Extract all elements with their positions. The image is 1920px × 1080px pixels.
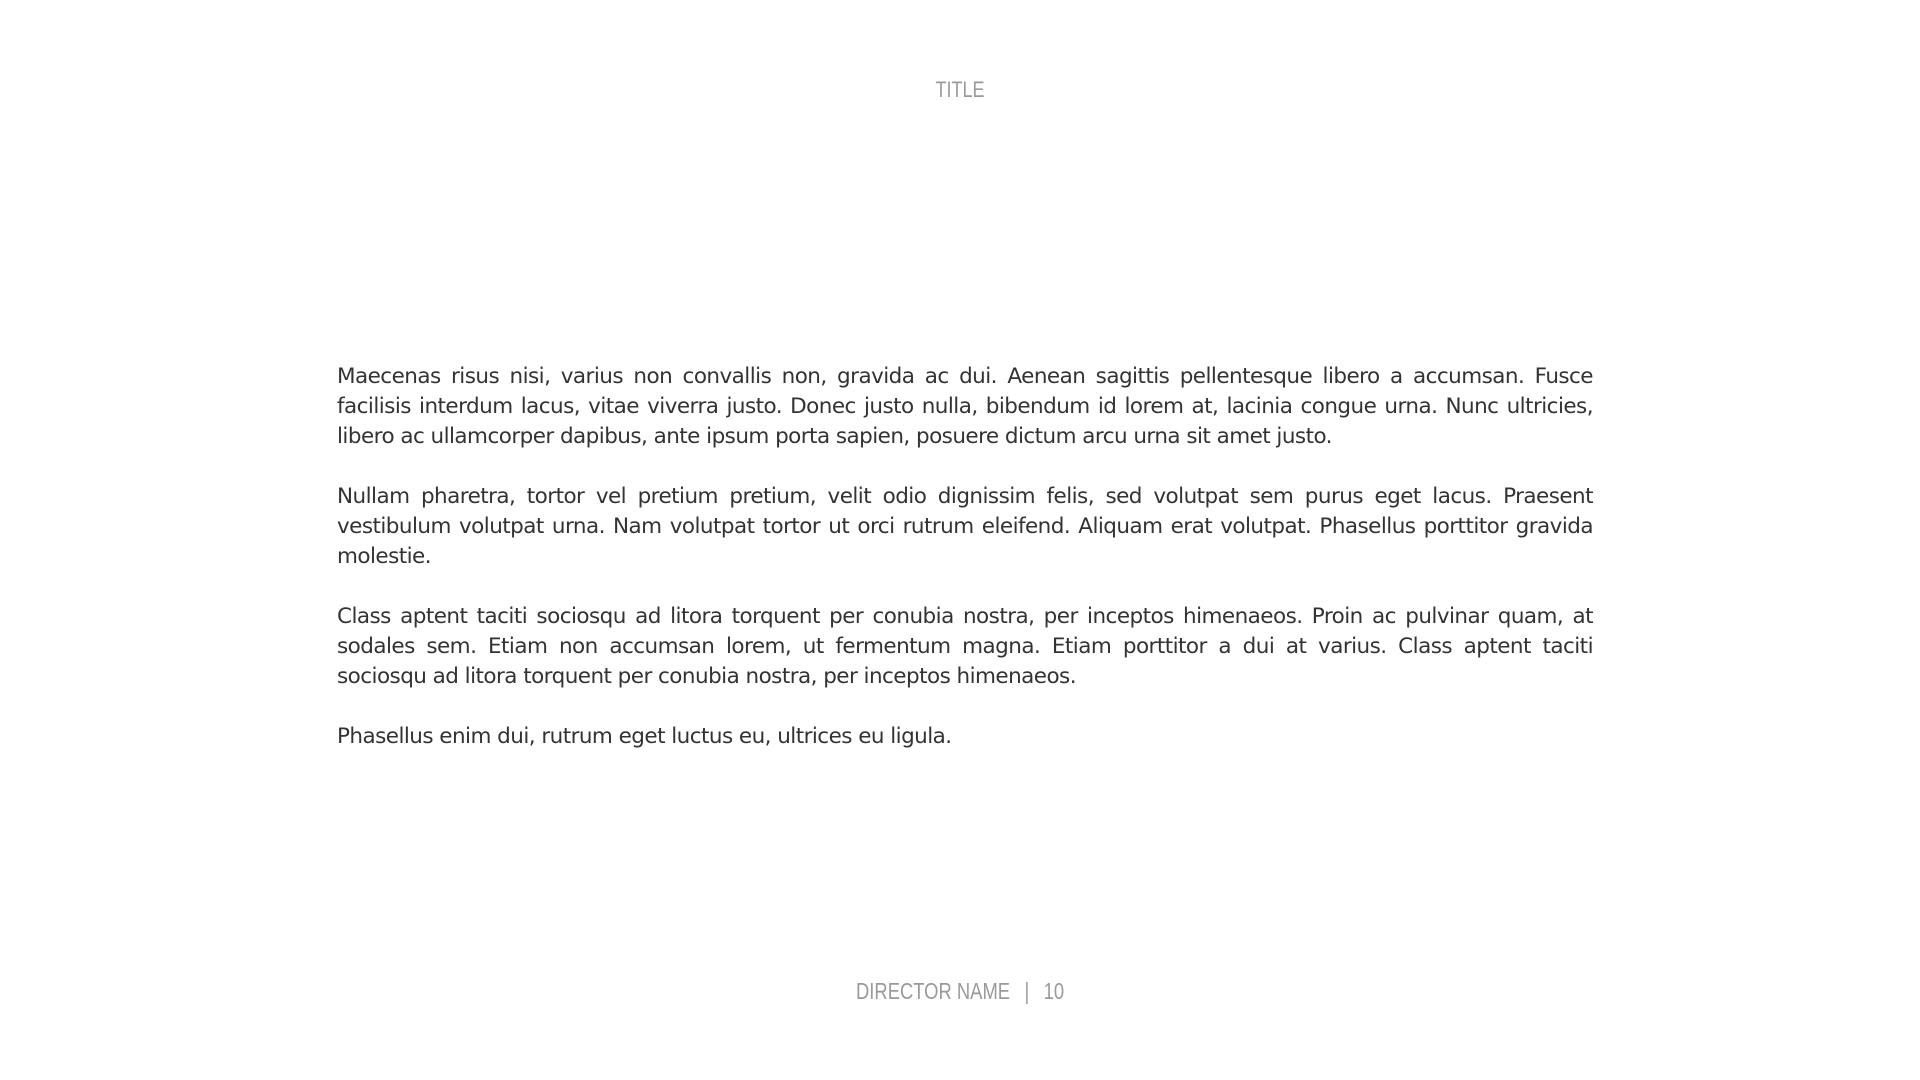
paragraph: Nullam pharetra, tortor vel pretium pretium, velit odio dignissim felis, sed volutpat sem purus eget lacus. Praesent vestibulum volutpat urna. Nam volutpat tortor ut orci rutrum eleifend. Aliquam erat volutpat. Phasellus porttitor gravida molestie. [337, 484, 1593, 569]
page-footer [0, 978, 1920, 1005]
footer-separator: | [1024, 978, 1030, 1004]
paragraph: Maecenas risus nisi, varius non convallis non, gravida ac dui. Aenean sagittis pellentesque libero a accumsan. Fusce facilisis interdum lacus, vitae viverra justo. Donec justo nulla, bibendum id lorem at, lacinia congue urna. Nunc ultricies, libero ac ullamcorper dapibus, ante ipsum porta sapien, posuere dictum arcu urna sit amet justo. [337, 364, 1593, 449]
body-text [337, 362, 1593, 782]
paragraph: Class aptent taciti sociosqu ad litora torquent per conubia nostra, per inceptos himenaeos. Proin ac pulvinar quam, at sodales sem. Etiam non accumsan lorem, ut fermentum magna. Etiam porttitor a dui at varius. Class aptent taciti sociosqu ad litora torquent per conubia nostra, per inceptos himenaeos. [337, 604, 1593, 689]
page-title: TITLE [935, 77, 985, 102]
page-number: 10 [1043, 978, 1065, 1004]
director-name: DIRECTOR NAME [855, 978, 1010, 1004]
paragraph: Phasellus enim dui, rutrum eget luctus eu, ultrices eu ligula. [337, 724, 952, 749]
